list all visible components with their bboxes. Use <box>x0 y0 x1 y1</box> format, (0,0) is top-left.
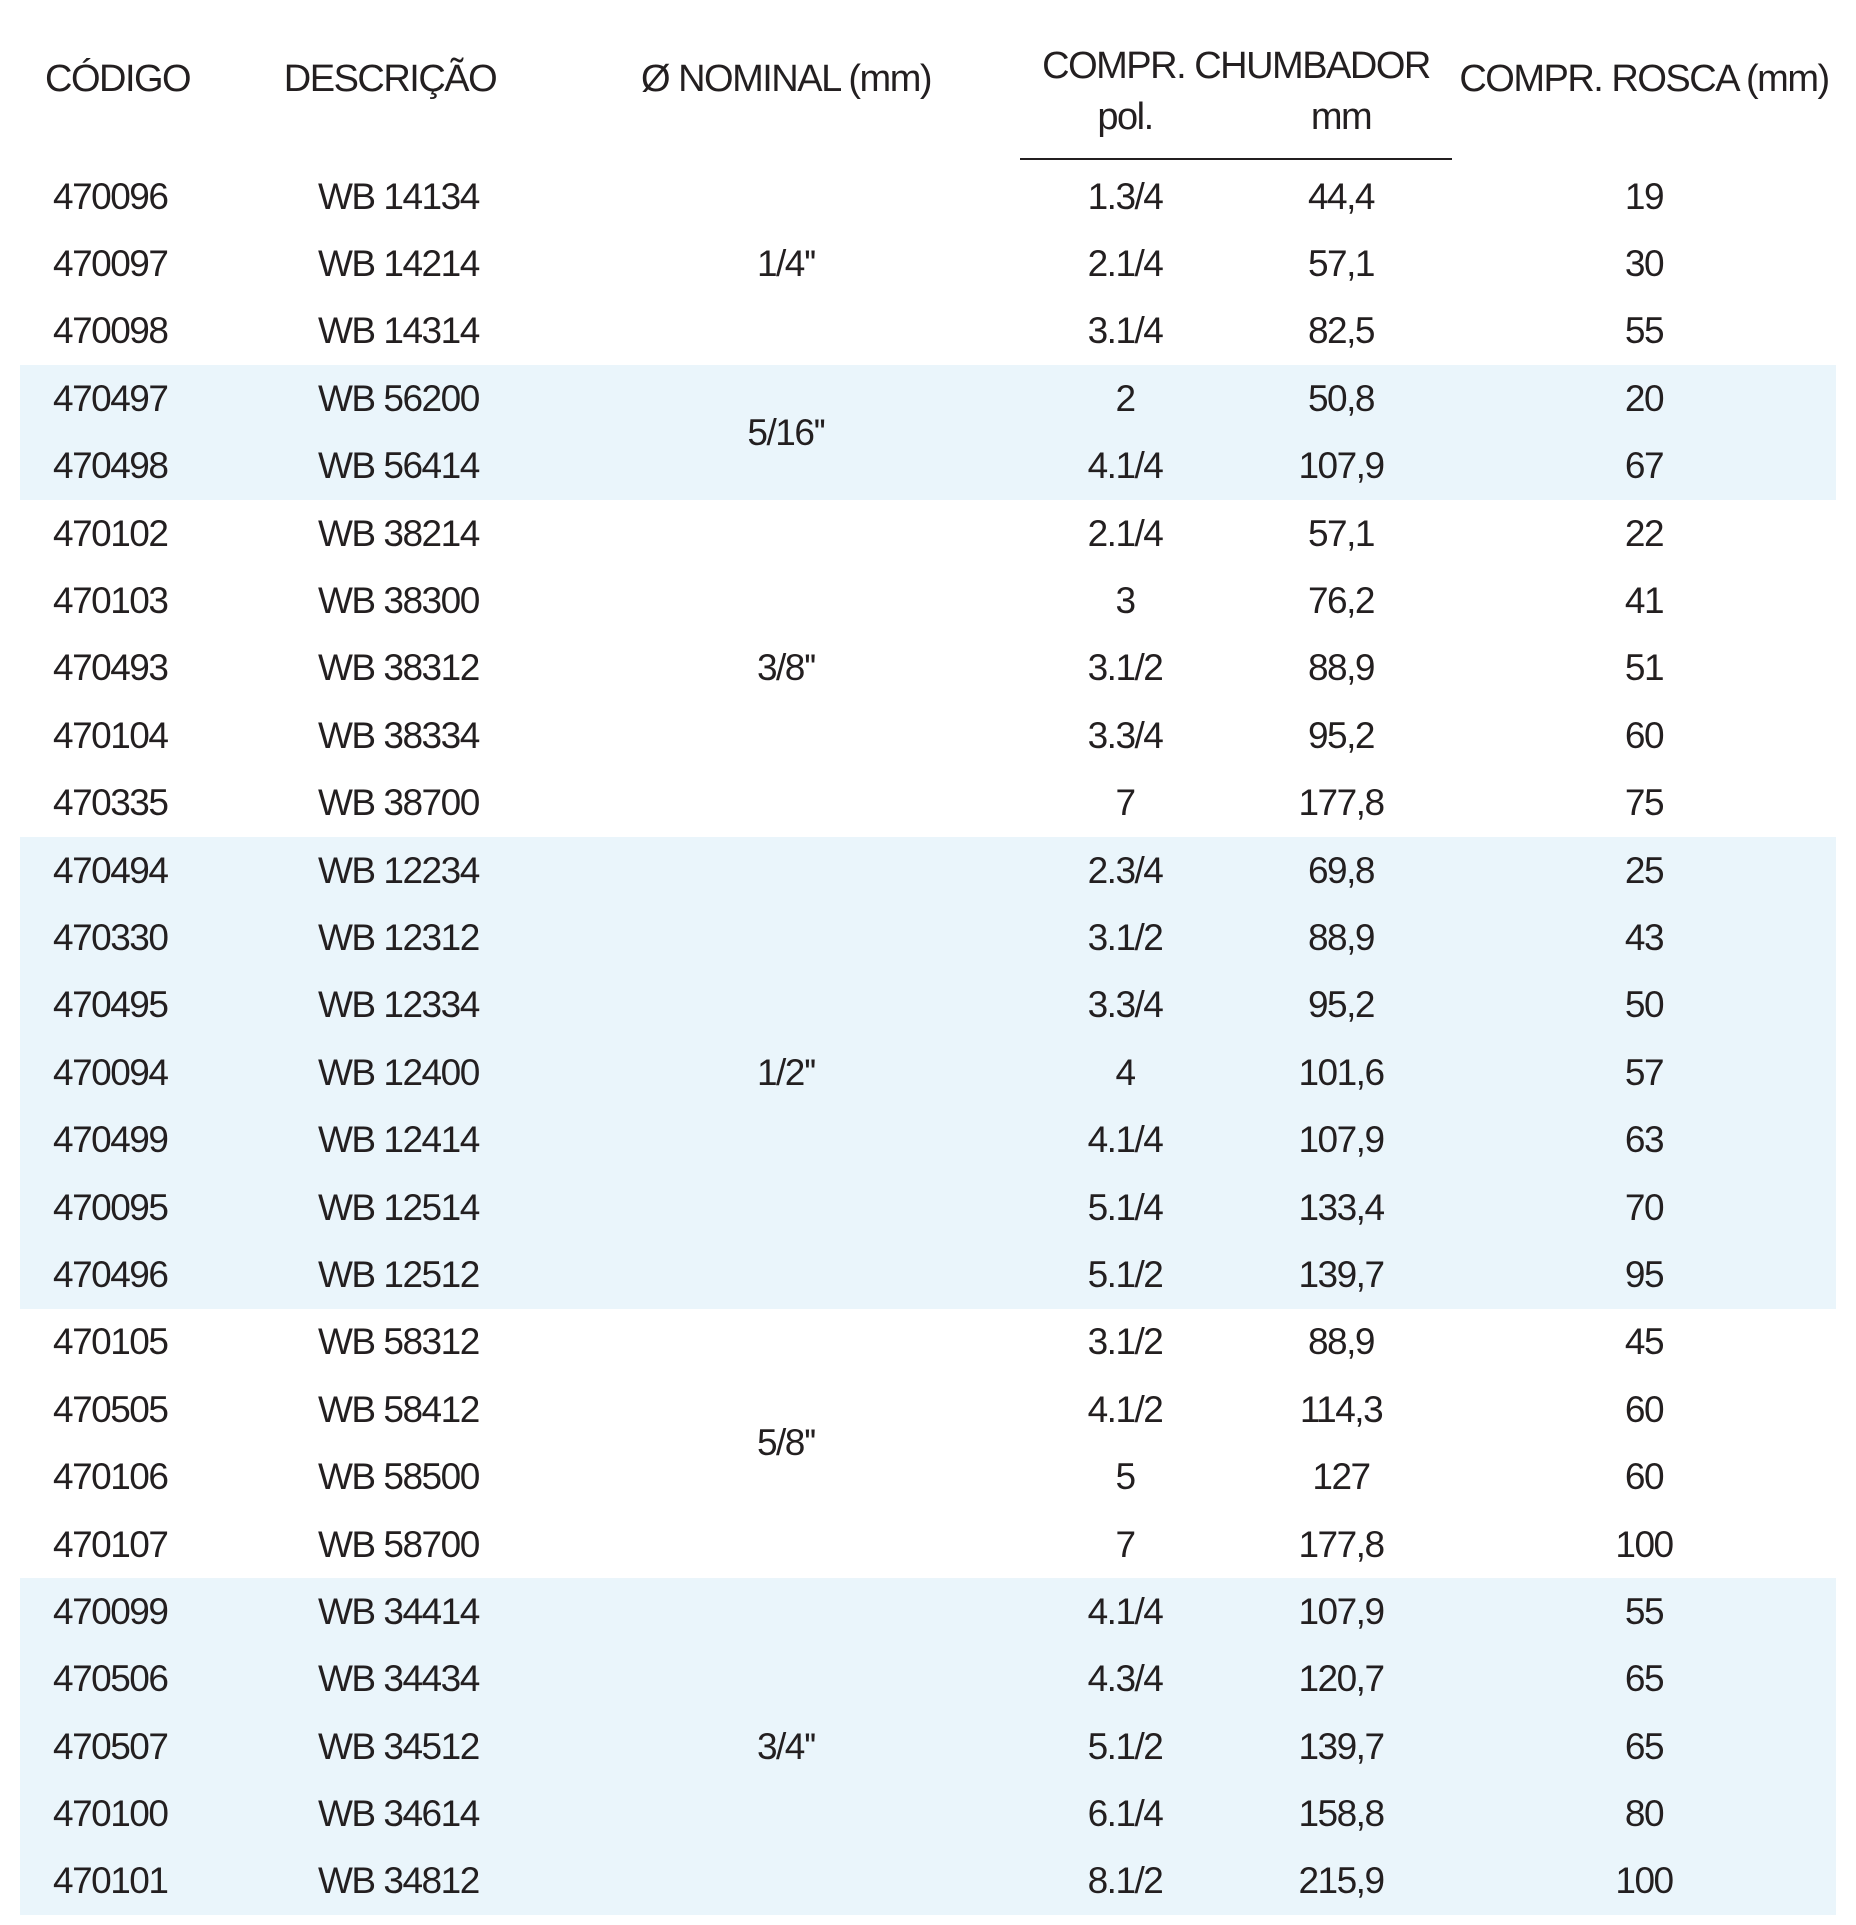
cell-codigo: 470103 <box>53 580 168 622</box>
table-row <box>20 1578 1836 1645</box>
cell-mm: 177,8 <box>1298 1523 1384 1565</box>
cell-codigo: 470507 <box>20 1713 228 1780</box>
table-row <box>20 500 1836 567</box>
cell-descricao: WB 34614 <box>228 1780 552 1847</box>
cell-nominal: 1/2'' <box>552 837 1020 1309</box>
cell-descricao: WB 34414 <box>228 1578 552 1645</box>
cell-codigo: 470099 <box>20 1578 228 1645</box>
cell-descricao: WB 14134 <box>318 175 479 217</box>
cell-codigo: 470496 <box>20 1241 228 1308</box>
cell-pol: 6.1/4 <box>1020 1780 1230 1847</box>
cell-pol: 2.3/4 <box>1020 837 1230 904</box>
cell-codigo: 470505 <box>53 1388 168 1430</box>
table-row <box>20 1309 1836 1376</box>
cell-descricao: WB 38214 <box>318 512 479 554</box>
cell-descricao: WB 38312 <box>318 647 479 689</box>
cell-rosca: 100 <box>1452 1848 1836 1915</box>
table-row <box>20 837 1836 904</box>
cell-rosca: 19 <box>1624 175 1664 217</box>
cell-codigo: 470095 <box>20 1174 228 1241</box>
cell-codigo: 470493 <box>53 647 168 689</box>
cell-rosca: 43 <box>1452 904 1836 971</box>
cell-mm: 88,9 <box>1307 1321 1374 1363</box>
cell-codigo: 470506 <box>20 1646 228 1713</box>
cell-codigo: 470101 <box>20 1848 228 1915</box>
cell-rosca: 45 <box>1624 1321 1664 1363</box>
cell-descricao: WB 58500 <box>318 1456 479 1498</box>
cell-pol: 3.1/2 <box>1020 904 1230 971</box>
cell-mm: 88,9 <box>1230 904 1452 971</box>
cell-codigo: 470497 <box>20 365 228 432</box>
cell-pol: 3.1/4 <box>1087 310 1163 352</box>
header-chumbador: COMPR. CHUMBADOR <box>1042 45 1430 87</box>
cell-codigo: 470335 <box>53 782 168 824</box>
table-body <box>20 159 1836 1915</box>
cell-codigo: 470094 <box>20 1039 228 1106</box>
cell-codigo: 470097 <box>53 243 168 285</box>
header-rosca: COMPR. ROSCA (mm) <box>1459 58 1829 100</box>
cell-pol: 5.1/2 <box>1020 1241 1230 1308</box>
cell-descricao: WB 12512 <box>228 1241 552 1308</box>
cell-codigo: 470100 <box>20 1780 228 1847</box>
cell-codigo: 470104 <box>53 714 168 756</box>
cell-mm: 158,8 <box>1230 1780 1452 1847</box>
cell-rosca: 51 <box>1624 647 1664 689</box>
cell-codigo: 470102 <box>53 512 168 554</box>
cell-rosca: 65 <box>1452 1646 1836 1713</box>
cell-mm: 107,9 <box>1230 433 1452 500</box>
cell-pol: 7 <box>1115 782 1135 824</box>
cell-pol: 3.1/2 <box>1087 1321 1163 1363</box>
cell-mm: 57,1 <box>1307 512 1374 554</box>
cell-rosca: 100 <box>1615 1523 1673 1565</box>
cell-codigo: 470498 <box>20 433 228 500</box>
cell-rosca: 75 <box>1624 782 1664 824</box>
cell-rosca: 60 <box>1624 1456 1664 1498</box>
cell-pol: 4.1/4 <box>1020 433 1230 500</box>
cell-rosca: 60 <box>1624 1388 1664 1430</box>
cell-nominal: 3/4'' <box>552 1578 1020 1915</box>
cell-descricao: WB 34434 <box>228 1646 552 1713</box>
cell-pol: 2.1/4 <box>1087 512 1163 554</box>
cell-descricao: WB 58700 <box>318 1523 479 1565</box>
cell-codigo: 470499 <box>20 1106 228 1173</box>
cell-codigo: 470096 <box>53 175 168 217</box>
header-pol: pol. <box>1020 94 1230 159</box>
cell-codigo: 470107 <box>53 1523 168 1565</box>
cell-rosca: 67 <box>1452 433 1836 500</box>
cell-codigo: 470098 <box>53 310 168 352</box>
cell-pol: 2.1/4 <box>1087 243 1163 285</box>
cell-rosca: 80 <box>1452 1780 1836 1847</box>
cell-mm: 107,9 <box>1230 1106 1452 1173</box>
cell-descricao: WB 38300 <box>318 580 479 622</box>
cell-descricao: WB 58412 <box>318 1388 479 1430</box>
cell-descricao: WB 56414 <box>228 433 552 500</box>
cell-mm: 107,9 <box>1230 1578 1452 1645</box>
anchor-bolt-spec-table <box>20 0 1836 1915</box>
cell-descricao: WB 56200 <box>228 365 552 432</box>
cell-rosca: 55 <box>1624 310 1664 352</box>
cell-mm: 44,4 <box>1307 175 1374 217</box>
cell-descricao: WB 14314 <box>318 310 479 352</box>
cell-nominal: 5/16'' <box>552 365 1020 500</box>
cell-mm: 50,8 <box>1230 365 1452 432</box>
cell-rosca: 22 <box>1624 512 1664 554</box>
cell-pol: 1.3/4 <box>1087 175 1163 217</box>
cell-rosca: 50 <box>1452 972 1836 1039</box>
cell-codigo: 470330 <box>20 904 228 971</box>
cell-rosca: 60 <box>1624 714 1664 756</box>
cell-pol: 4.1/4 <box>1020 1106 1230 1173</box>
cell-descricao: WB 34512 <box>228 1713 552 1780</box>
table-header <box>20 0 1836 159</box>
cell-pol: 2 <box>1020 365 1230 432</box>
cell-descricao: WB 38700 <box>318 782 479 824</box>
cell-rosca: 70 <box>1452 1174 1836 1241</box>
header-codigo: CÓDIGO <box>45 58 191 100</box>
cell-pol: 8.1/2 <box>1020 1848 1230 1915</box>
cell-mm: 95,2 <box>1307 714 1374 756</box>
cell-mm: 101,6 <box>1230 1039 1452 1106</box>
cell-nominal: 5/8'' <box>756 1422 816 1464</box>
cell-mm: 88,9 <box>1307 647 1374 689</box>
cell-mm: 120,7 <box>1230 1646 1452 1713</box>
cell-pol: 3.1/2 <box>1087 647 1163 689</box>
cell-descricao: WB 38334 <box>318 714 479 756</box>
cell-rosca: 95 <box>1452 1241 1836 1308</box>
cell-descricao: WB 12400 <box>228 1039 552 1106</box>
cell-pol: 3.3/4 <box>1020 972 1230 1039</box>
cell-descricao: WB 12334 <box>228 972 552 1039</box>
cell-rosca: 25 <box>1452 837 1836 904</box>
cell-rosca: 30 <box>1624 243 1664 285</box>
cell-descricao: WB 12234 <box>228 837 552 904</box>
cell-nominal: 3/8'' <box>756 647 816 689</box>
cell-mm: 76,2 <box>1307 580 1374 622</box>
cell-pol: 5.1/4 <box>1020 1174 1230 1241</box>
cell-descricao: WB 58312 <box>318 1321 479 1363</box>
cell-pol: 3.3/4 <box>1087 714 1163 756</box>
cell-descricao: WB 12312 <box>228 904 552 971</box>
cell-rosca: 55 <box>1452 1578 1836 1645</box>
cell-pol: 4.1/2 <box>1087 1388 1163 1430</box>
cell-mm: 215,9 <box>1230 1848 1452 1915</box>
cell-pol: 5 <box>1115 1456 1135 1498</box>
cell-rosca: 41 <box>1624 580 1664 622</box>
cell-rosca: 57 <box>1452 1039 1836 1106</box>
cell-pol: 4 <box>1020 1039 1230 1106</box>
cell-mm: 95,2 <box>1230 972 1452 1039</box>
header-descricao: DESCRIÇÃO <box>283 58 497 100</box>
cell-mm: 133,4 <box>1230 1174 1452 1241</box>
cell-descricao: WB 12514 <box>228 1174 552 1241</box>
cell-mm: 114,3 <box>1299 1388 1383 1430</box>
cell-codigo: 470106 <box>53 1456 168 1498</box>
cell-mm: 69,8 <box>1230 837 1452 904</box>
cell-codigo: 470494 <box>20 837 228 904</box>
cell-mm: 139,7 <box>1230 1713 1452 1780</box>
cell-mm: 127 <box>1312 1456 1370 1498</box>
cell-codigo: 470495 <box>20 972 228 1039</box>
cell-rosca: 65 <box>1452 1713 1836 1780</box>
cell-mm: 177,8 <box>1298 782 1384 824</box>
table-row <box>20 163 1836 230</box>
cell-mm: 139,7 <box>1230 1241 1452 1308</box>
cell-rosca: 20 <box>1452 365 1836 432</box>
cell-pol: 3 <box>1115 580 1135 622</box>
cell-nominal: 1/4'' <box>756 243 816 285</box>
cell-descricao: WB 34812 <box>228 1848 552 1915</box>
cell-pol: 7 <box>1115 1523 1135 1565</box>
cell-codigo: 470105 <box>53 1321 168 1363</box>
header-mm: mm <box>1230 94 1452 159</box>
cell-pol: 4.3/4 <box>1020 1646 1230 1713</box>
cell-pol: 5.1/2 <box>1020 1713 1230 1780</box>
header-nominal: Ø NOMINAL (mm) <box>640 58 931 100</box>
cell-descricao: WB 14214 <box>318 243 479 285</box>
table-row <box>20 365 1836 432</box>
cell-pol: 4.1/4 <box>1020 1578 1230 1645</box>
cell-rosca: 63 <box>1452 1106 1836 1173</box>
cell-mm: 57,1 <box>1307 243 1374 285</box>
cell-mm: 82,5 <box>1307 310 1374 352</box>
cell-descricao: WB 12414 <box>228 1106 552 1173</box>
